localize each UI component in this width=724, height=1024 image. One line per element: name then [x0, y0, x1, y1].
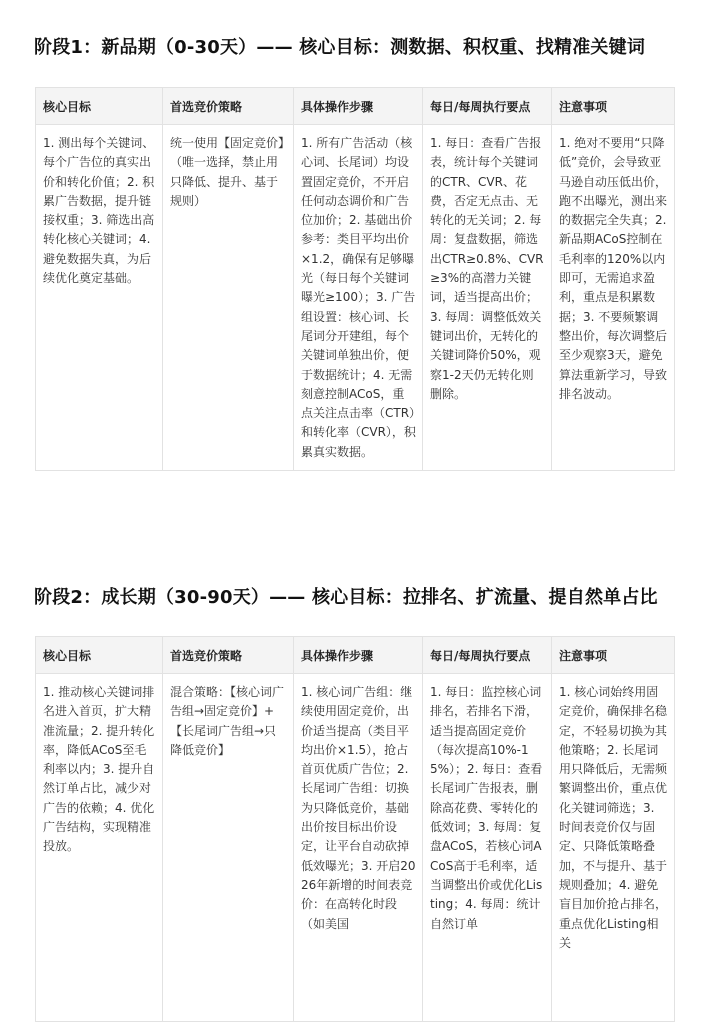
stage1-table: [35, 87, 675, 471]
stage2-table: [35, 636, 675, 1022]
cell-bid-strategy: 统一使用【固定竞价】（唯一选择，禁止用只降低、提升、基于规则）: [163, 125, 294, 471]
cell-steps: 1. 核心词广告组：继续使用固定竞价，出价适当提高（类目平均出价×1.5），抢占首页优质广告位；2. 长尾词广告组：切换为只降低竞价，基础出价按目标出价设定，让平台自动砍掉低效曝光；3. 开启2026年新增的时间表竞价：在高转化时段（如美国: [294, 674, 423, 1022]
cell-core-goal: 1. 推动核心关键词排名进入首页，扩大精准流量；2. 提升转化率，降低ACoS至毛利率以内；3. 提升自然订单占比，减少对广告的依赖；4. 优化广告结构，实现精准投放。: [36, 674, 163, 1022]
table-header-row: [36, 637, 675, 674]
table-row: [36, 674, 675, 1022]
table-row: [36, 125, 675, 471]
header-core-goal: 核心目标: [36, 88, 163, 125]
cell-notes: 1. 核心词始终用固定竞价，确保排名稳定，不轻易切换为其他策略；2. 长尾词用只降低后，无需频繁调整出价，重点优化关键词筛选；3. 时间表竞价仅与固定、只降低策略叠加，不与提升、基于规则叠加；4. 避免盲目加价抢占排名，重点优化Listing相关: [552, 674, 675, 1022]
cell-routine: 1. 每日：监控核心词排名，若排名下滑，适当提高固定竞价（每次提高10%-15%）；2. 每日：查看长尾词广告报表，删除高花费、零转化的低效词；3. 每周：复盘ACoS，若核心词ACoS高于毛利率，适当调整出价或优化Listing；4. 每周：统计自然订单: [423, 674, 552, 1022]
header-routine: 每日/每周执行要点: [423, 88, 552, 125]
header-notes: 注意事项: [552, 637, 675, 674]
cell-steps: 1. 所有广告活动（核心词、长尾词）均设置固定竞价，不开启任何动态调价和广告位加价；2. 基础出价参考：类目平均出价×1.2，确保有足够曝光（每日每个关键词曝光≥100）；3. 广告组设置：核心词、长尾词分开建组，每个关键词单独出价，便于数据统计；4. 无需刻意控制ACoS，重点关注点击率（CTR）和转化率（CVR），积累真实数据。: [294, 125, 423, 471]
stage1-heading: 阶段1：新品期（0-30天）—— 核心目标：测数据、积权重、找精准关键词: [34, 37, 646, 58]
cell-notes: 1. 绝对不要用“只降低”竞价，会导致亚马逊自动压低出价，跑不出曝光，测出来的数据完全失真；2. 新品期ACoS控制在毛利率的120%以内即可，无需追求盈利，重点是积累数据；3. 不要频繁调整出价，每次调整后至少观察3天，避免算法重新学习，导致排名波动。: [552, 125, 675, 471]
header-notes: 注意事项: [552, 88, 675, 125]
header-steps: 具体操作步骤: [294, 88, 423, 125]
table-header-row: [36, 88, 675, 125]
header-steps: 具体操作步骤: [294, 637, 423, 674]
header-bid-strategy: 首选竞价策略: [163, 637, 294, 674]
stage2-heading: 阶段2：成长期（30-90天）—— 核心目标：拉排名、扩流量、提自然单占比: [34, 587, 658, 608]
cell-bid-strategy: 混合策略：【核心词广告组→固定竞价】+【长尾词广告组→只降低竞价】: [163, 674, 294, 1022]
cell-core-goal: 1. 测出每个关键词、每个广告位的真实出价和转化价值；2. 积累广告数据，提升链接权重；3. 筛选出高转化核心关键词；4. 避免数据失真，为后续优化奠定基础。: [36, 125, 163, 471]
cell-routine: 1. 每日：查看广告报表，统计每个关键词的CTR、CVR、花费，否定无点击、无转化的无关词；2. 每周：复盘数据，筛选出CTR≥0.8%、CVR≥3%的高潜力关键词，适当提高出价；3. 每周：调整低效关键词出价，无转化的关键词降价50%，观察1-2天仍无转化则删除。: [423, 125, 552, 471]
header-routine: 每日/每周执行要点: [423, 637, 552, 674]
header-bid-strategy: 首选竞价策略: [163, 88, 294, 125]
header-core-goal: 核心目标: [36, 637, 163, 674]
